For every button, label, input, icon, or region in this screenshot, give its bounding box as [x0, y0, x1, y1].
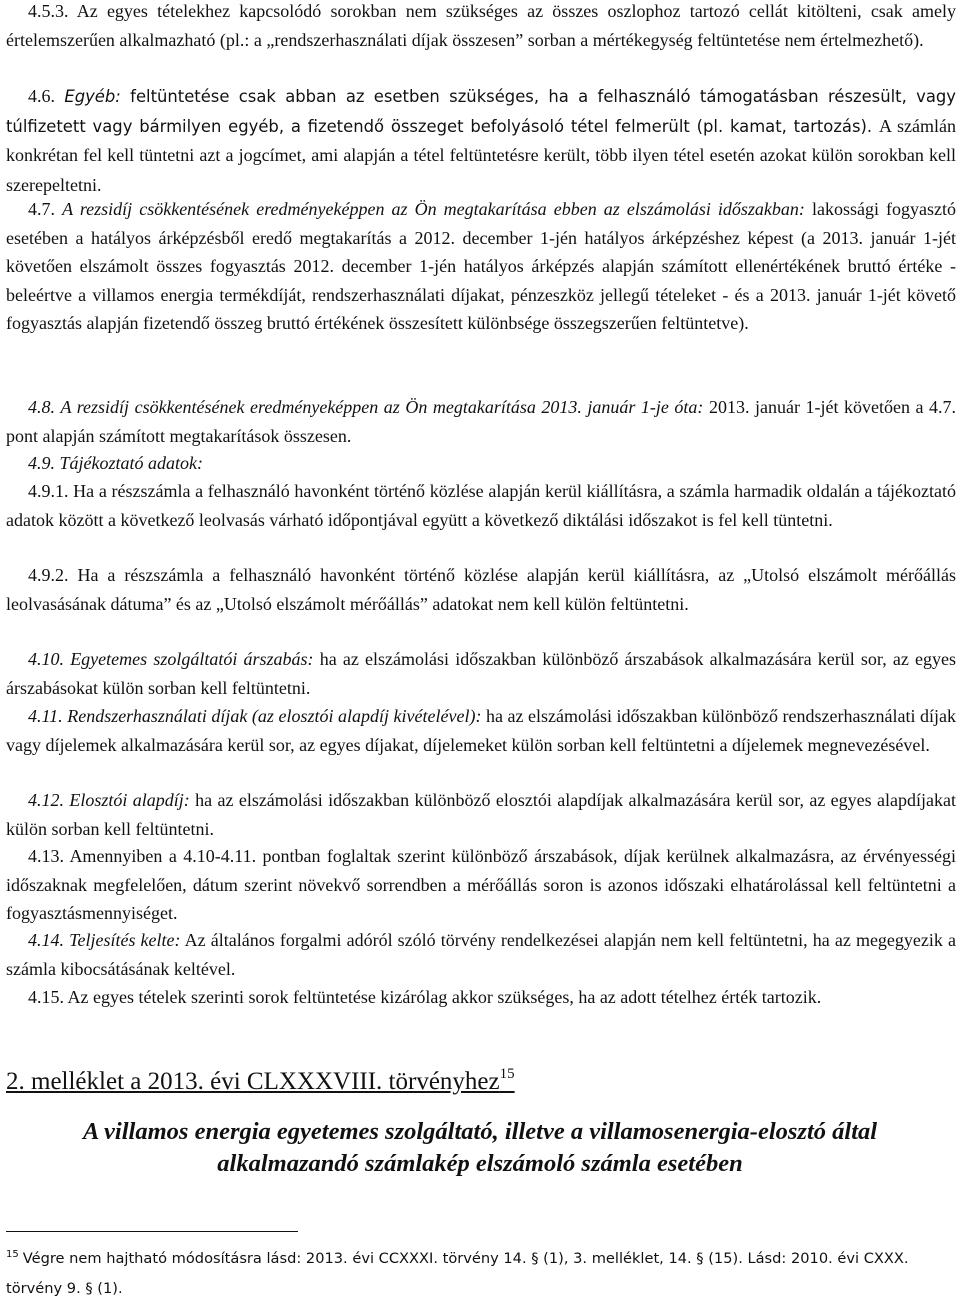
paragraph-title: Elosztói alapdíj: — [69, 790, 190, 810]
paragraph-number: 4.8. — [28, 397, 55, 417]
paragraph-4-10 — [6, 645, 956, 702]
paragraph-title: Rendszerhasználati díjak (az elosztói alapdíj kivételével): — [67, 706, 482, 726]
paragraph-4-12 — [6, 786, 956, 843]
paragraph-text: Az általános forgalmi adóról szóló törvény rendelkezései alapján nem kell feltüntetni, ha az megegyezik a számla kibocsátásának keltével. — [6, 930, 957, 979]
footnote-number: 15 — [6, 1249, 19, 1260]
paragraph-number: 4.12. — [28, 790, 64, 810]
paragraph-4-9-2 — [6, 561, 956, 618]
paragraph-title: A rezsidíj csökkentésének eredményeképpen az Ön megtakarítása 2013. január 1-je óta: — [60, 397, 704, 417]
paragraph-number: 4.15. — [28, 987, 64, 1007]
paragraph-number: 4.14. — [28, 930, 64, 950]
paragraph-title: A rezsidíj csökkentésének eredményeképpen az Ön megtakarítása ebben az elszámolási időszakban: — [62, 199, 805, 219]
paragraph-text: lakossági fogyasztó esetében a hatályos árképzésből eredő megtakarítás a 2012. december 1-jén hatályos árképzéshez képest (a 2013. január 1-jét követően elszámolt összes fogyasztás 2012. december 1-jén hatályos árképzés alapján számított ellenértékének bruttó értéke - beleértve a villamos energia termékdíját, rendszerhasználati díjakat, pénzeszköz jellegű tételeket - és a 2013. január 1-jét követő fogyasztás alapján fizetendő összeg bruttó értékének összesített különbsége összegszerűen feltüntetve). — [6, 199, 957, 333]
paragraph-number: 4.11. — [28, 706, 63, 726]
paragraph-text-continued: A számlán konkrétan fel kell tüntetni azt a jogcímet, ami alapján a tétel feltüntetésre került, több ilyen tétel esetén azokat külön sorokban kell szerepeltetni. — [6, 115, 957, 195]
paragraph-number: 4.9.1. — [28, 481, 69, 501]
paragraph-text: Az egyes tételek szerinti sorok feltüntetése kizárólag akkor szükséges, ha az adott tételhez érték tartozik. — [67, 987, 822, 1007]
paragraph-title: Egyéb: — [64, 87, 121, 106]
paragraph-text: ha az elszámolási időszakban különböző elosztói alapdíjak alkalmazására kerül sor, az egyes alapdíjakat külön sorban kell feltüntetni. — [6, 790, 956, 839]
paragraph-4-7 — [6, 195, 956, 338]
paragraph-number: 4.9.2. — [28, 565, 69, 585]
paragraph-number: 4.6. — [28, 86, 55, 106]
annex-subtitle-line2: alkalmazandó számlakép elszámoló számla esetében — [217, 1150, 743, 1177]
paragraph-4-5-3 — [6, 0, 956, 54]
paragraph-text: ha az elszámolási időszakban különböző rendszerhasználati díjak vagy díjelemek alkalmazására kerül sor, az egyes díjakat, díjelemeket külön sorban kell feltüntetni a díjelemek megnevezésével. — [6, 706, 956, 755]
annex-heading — [6, 1058, 515, 1098]
paragraph-4-14 — [6, 926, 956, 983]
paragraph-text: Ha a részszámla a felhasználó havonként történő közlése alapján kerül kiállításra, a számla harmadik oldalán a tájékoztató adatok között a következő leolvasás várható időpontjával együtt a következő diktálási időszakot is fel kell tüntetni. — [6, 481, 956, 530]
footnote-text: Végre nem hajtható módosításra lásd: 2013. évi CCXXXI. törvény 14. § (1), 3. melléklet, 14. § (15). Lásd: 2010. évi CXXX. törvény 9. § (1). — [6, 1250, 909, 1297]
paragraph-title: Tájékoztató adatok: — [59, 453, 203, 473]
paragraph-4-9-1 — [6, 477, 956, 534]
paragraph-4-8 — [6, 393, 956, 450]
paragraph-text: ha az elszámolási időszakban különböző árszabások alkalmazására kerül sor, az egyes árszabásokat külön sorban kell feltüntetni. — [6, 649, 957, 698]
paragraph-number: 4.10. — [28, 649, 64, 669]
paragraph-title: Egyetemes szolgáltatói árszabás: — [70, 649, 314, 669]
paragraph-text: feltüntetése csak abban az esetben szükséges, ha a felhasználó támogatásban részesült, vagy túlfizetett vagy bármilyen egyéb, a fizetendő összeget befolyásoló tétel felmerült (pl. kamat, tartozás). — [6, 87, 956, 136]
paragraph-4-11 — [6, 702, 956, 759]
paragraph-text: 2013. január 1-jét követően a 4.7. pont alapján számított megtakarítások összesen. — [6, 397, 957, 446]
paragraph-4-15 — [6, 983, 956, 1012]
paragraph-text: Ha a részszámla a felhasználó havonként történő közlése alapján kerül kiállításra, az „Utolsó elszámolt mérőállás leolvasásának dátuma” és az „Utolsó elszámolt mérőállás” adatokat nem kell külön feltüntetni. — [6, 565, 957, 614]
footnote-reference[interactable]: 15 — [499, 1066, 515, 1082]
paragraph-text: Amennyiben a 4.10-4.11. pontban foglaltak szerint különböző árszabások, díjak kerülnek alkalmazásra, az érvényességi időszaknak megfelelően, dátum szerint növekvő sorrendben a mérőállás soron is azonos időszaki elhatárolással kell feltüntetni a fogyasztásmennyiséget. — [6, 846, 956, 923]
footnote-separator — [6, 1231, 298, 1232]
paragraph-4-13 — [6, 842, 956, 928]
paragraph-text: Az egyes tételekhez kapcsolódó sorokban nem szükséges az összes oszlophoz tartozó cellát kitölteni, csak amely értelemszerűen alkalmazható (pl.: a „rendszerhasználati díjak összesen” sorban a mértékegység feltüntetése nem értelmezhető). — [6, 1, 956, 50]
paragraph-number: 4.7. — [28, 199, 55, 219]
paragraph-4-9 — [6, 449, 956, 478]
footnote — [6, 1240, 956, 1304]
paragraph-number: 4.9. — [28, 453, 55, 473]
paragraph-4-6 — [6, 82, 956, 200]
annex-subtitle — [0, 1116, 960, 1180]
paragraph-title: Teljesítés kelte: — [69, 930, 181, 950]
annex-heading-text: 2. melléklet a 2013. évi CLXXXVIII. törvényhez — [6, 1068, 500, 1095]
paragraph-number: 4.13. — [28, 846, 64, 866]
paragraph-number: 4.5.3. — [28, 1, 69, 21]
annex-subtitle-line1: A villamos energia egyetemes szolgáltató, illetve a villamosenergia-elosztó által — [82, 1118, 878, 1145]
